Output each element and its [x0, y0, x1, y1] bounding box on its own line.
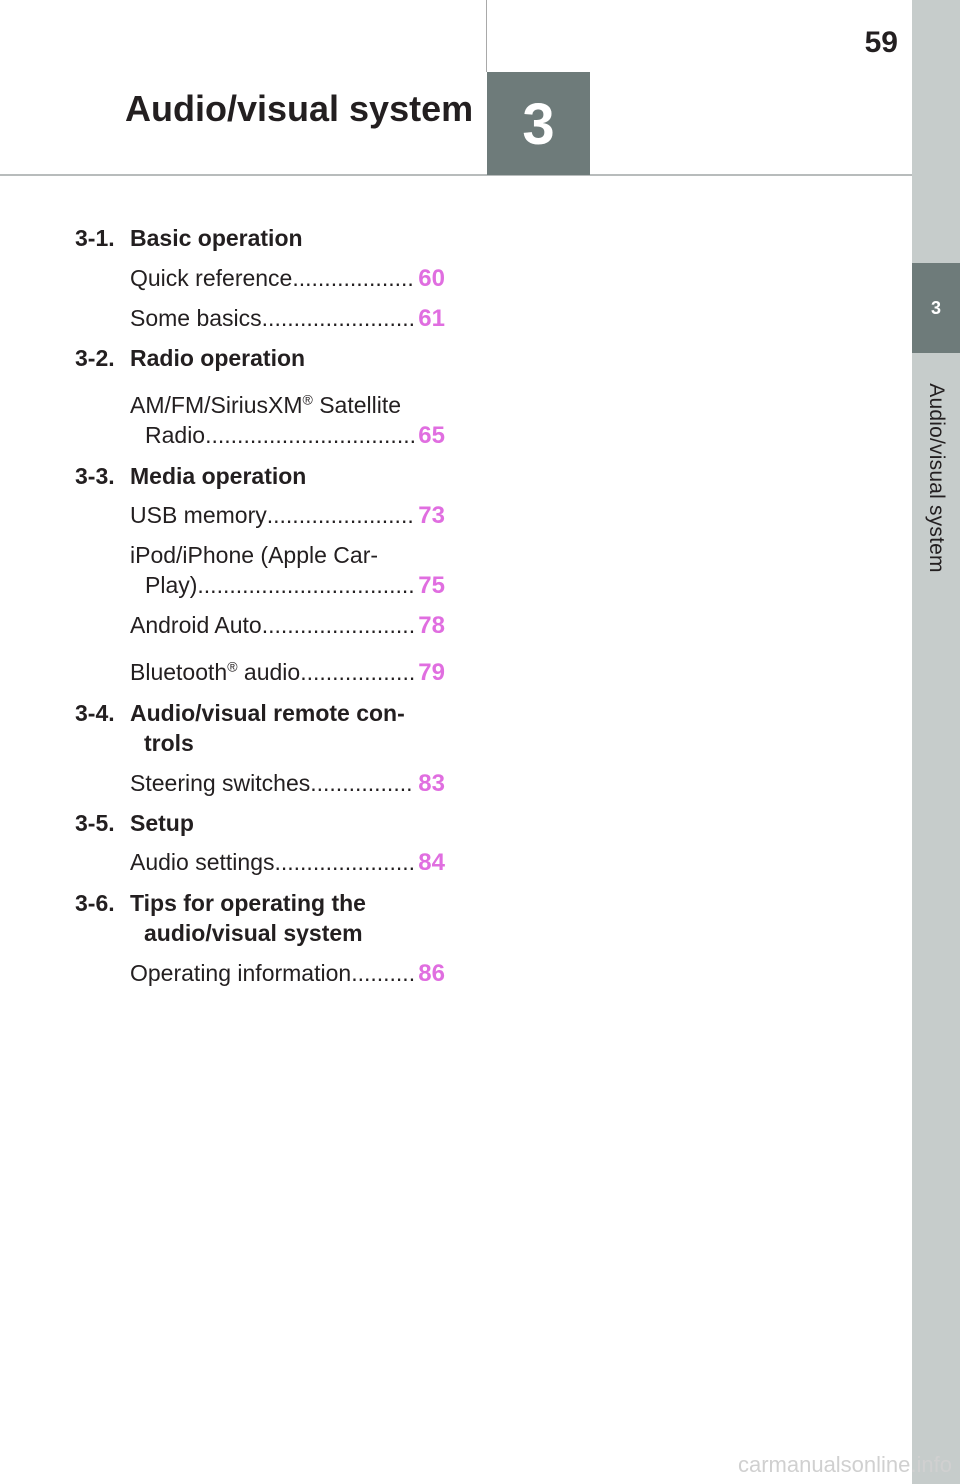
page-link[interactable]: 60 [418, 265, 445, 292]
toc-entry-line[interactable] [130, 540, 378, 570]
section-title: Audio/visual remote con- [130, 700, 405, 726]
leader-dots [351, 958, 414, 988]
section-heading [75, 223, 303, 253]
entry-label: Android Auto [130, 612, 262, 638]
section-heading [75, 343, 305, 373]
chapter-number-box: 3 [487, 72, 590, 175]
toc-entry[interactable] [130, 500, 445, 531]
section-number: 3-1. [75, 225, 115, 251]
toc-entry[interactable] [130, 303, 445, 334]
entry-label-cont: Satellite [312, 392, 402, 418]
toc-entry[interactable] [130, 263, 445, 294]
page-link[interactable]: 73 [418, 502, 445, 529]
toc-entry[interactable] [130, 958, 445, 989]
toc-entry[interactable] [145, 570, 445, 601]
leader-dots [310, 768, 414, 798]
section-number: 3-3. [75, 463, 115, 489]
leader-dots [262, 610, 415, 640]
header-rule [0, 174, 912, 176]
section-title: Setup [130, 810, 194, 836]
section-heading [75, 888, 366, 918]
registered-mark: ® [227, 658, 238, 675]
entry-label: AM/FM/SiriusXM [130, 392, 303, 418]
section-title-cont: trols [144, 730, 194, 756]
page-link[interactable]: 79 [418, 659, 445, 686]
page-link[interactable]: 83 [418, 770, 445, 797]
leader-dots [197, 570, 414, 600]
toc-entry[interactable] [130, 610, 445, 641]
section-number: 3-2. [75, 345, 115, 371]
section-number: 3-4. [75, 700, 115, 726]
section-heading [75, 808, 194, 838]
entry-label: Some basics [130, 305, 262, 331]
section-number: 3-5. [75, 810, 115, 836]
page-link[interactable]: 86 [418, 960, 445, 987]
section-title: Basic operation [130, 225, 303, 251]
page-link[interactable]: 84 [418, 849, 445, 876]
entry-label: USB memory [130, 502, 267, 528]
toc-entry-line[interactable] [130, 390, 401, 420]
registered-mark: ® [302, 391, 313, 408]
section-heading [75, 461, 306, 491]
page-link[interactable]: 65 [418, 422, 445, 449]
entry-label: Steering switches [130, 770, 311, 796]
chapter-side-tab[interactable]: 3 [912, 263, 960, 353]
entry-label: Radio [145, 422, 206, 448]
sidebar-strip [912, 0, 960, 1484]
chapter-title: Audio/visual system [125, 88, 474, 129]
toc-entry[interactable] [130, 657, 445, 688]
section-number: 3-6. [75, 890, 115, 916]
section-title: Media operation [130, 463, 307, 489]
leader-dots [292, 263, 414, 293]
entry-label: iPod/iPhone (Apple Car- [130, 542, 379, 568]
entry-label [130, 657, 300, 687]
leader-dots [205, 420, 414, 450]
page-link[interactable]: 61 [418, 305, 445, 332]
entry-label: Operating information [130, 960, 352, 986]
page-link[interactable]: 78 [418, 612, 445, 639]
toc-entry[interactable] [130, 847, 445, 878]
leader-dots [262, 303, 415, 333]
leader-dots [267, 500, 415, 530]
section-title: Radio operation [130, 345, 306, 371]
leader-dots [274, 847, 414, 877]
chapter-side-label: Audio/visual system [925, 383, 948, 573]
entry-label: Quick reference [130, 265, 293, 291]
watermark: carmanualsonline.info [737, 1452, 952, 1477]
section-title-cont: audio/visual system [144, 920, 363, 946]
section-heading [75, 698, 405, 728]
page-number: 59 [864, 26, 898, 59]
entry-label-part: audio [237, 659, 301, 685]
leader-dots [300, 657, 414, 687]
entry-label-part: Bluetooth [130, 659, 228, 685]
entry-label: Play) [145, 572, 198, 598]
entry-label: Audio settings [130, 849, 275, 875]
header-divider [486, 0, 487, 72]
section-title: Tips for operating the [130, 890, 366, 916]
toc-entry[interactable] [145, 420, 445, 451]
toc-entry[interactable] [130, 768, 445, 799]
page-link[interactable]: 75 [418, 572, 445, 599]
